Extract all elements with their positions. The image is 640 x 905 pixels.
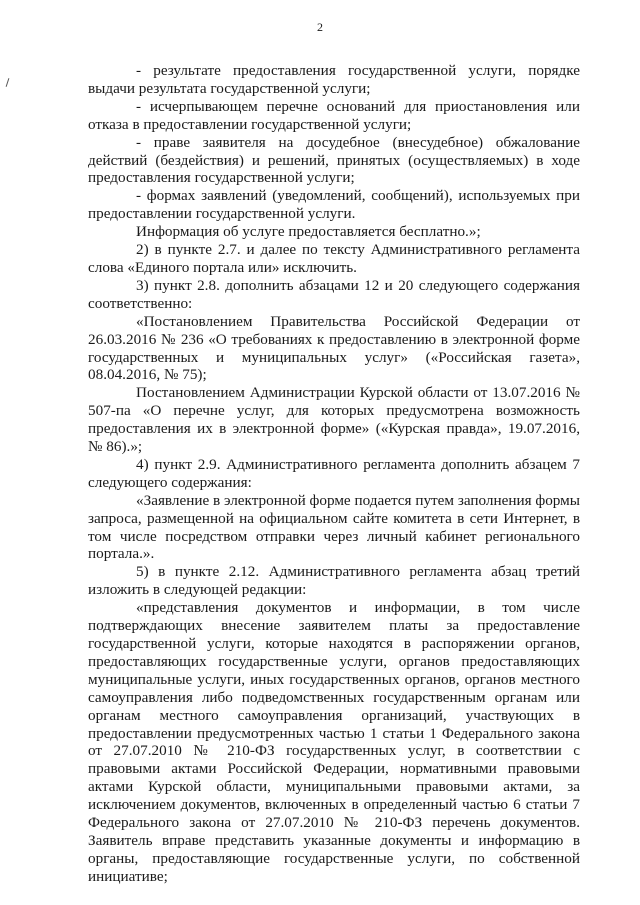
- paragraph-bullet-appeal: - праве заявителя на досудебное (внесудебное) обжалование действий (бездействия) и решений, принятых (осуществляемых) в ходе предоставления государственной услуги;: [88, 133, 580, 187]
- margin-mark: [6, 78, 10, 87]
- paragraph-documents-provision: «представления документов и информации, в том числе подтверждающих внесение заявителем платы за предоставление государственной услуги, которые находятся в распоряжении органов, предоставляющих государственные услуги, органов предоставляющих муниципальные услуги, иных государственных органов, органов местного самоуправления либо подведомственных государственным органам или органам местного самоуправления организаций, участвующих в предоставлении предусмотренных частью 1 статьи 1 Федерального закона от 27.07.2010 № 210-ФЗ государственных услуг, в соответствии с правовыми актами Российской Федерации, нормативными правовыми актами Курской области, муниципальными правовыми актами, за исключением документов, включенных в определенный частью 6 статьи 7 Федерального закона от 27.07.2010 № 210-ФЗ перечень документов. Заявитель вправе представить указанные документы и информацию в органы, предоставляющие государственные услуги, по собственной инициативе;: [88, 599, 580, 885]
- page-number: 2: [317, 20, 323, 34]
- paragraph-item-4: 4) пункт 2.9. Административного регламента дополнить абзацем 7 следующего содержания:: [88, 455, 580, 491]
- paragraph-bullet-forms: - формах заявлений (уведомлений, сообщений), используемых при предоставлении государственной услуги.: [88, 187, 580, 223]
- paragraph-bullet-result: - результате предоставления государственной услуги, порядке выдачи результата государственной услуги;: [88, 62, 580, 97]
- paragraph-government-decree: «Постановлением Правительства Российской Федерации от 26.03.2016 № 236 «О требованиях к предоставлению в электронной форме государственных и муниципальных услуг» («Российская газета», 08.04.2016, № 75);: [88, 312, 580, 384]
- paragraph-item-3: 3) пункт 2.8. дополнить абзацами 12 и 20 следующего содержания соответственно:: [88, 276, 580, 312]
- paragraph-free-info: Информация об услуге предоставляется бесплатно.»;: [136, 223, 481, 241]
- paragraph-item-5: 5) в пункте 2.12. Административного регламента абзац третий изложить в следующей редакции:: [88, 563, 580, 599]
- paragraph-electronic-application: «Заявление в электронной форме подается путем заполнения формы запроса, размещенной на официальном сайте комитета в сети Интернет, в том числе посредством отправки через личный кабинет регионального портала.».: [88, 491, 580, 563]
- paragraph-item-2: 2) в пункте 2.7. и далее по тексту Административного регламента слова «Единого портала или» исключить.: [88, 241, 580, 276]
- paragraph-bullet-grounds: - исчерпывающем перечне оснований для приостановления или отказа в предоставлении государственной услуги;: [88, 97, 580, 133]
- paragraph-regional-decree: Постановлением Администрации Курской области от 13.07.2016 № 507-па «О перечне услуг, для которых предусмотрена возможность предоставления их в электронной форме» («Курская правда», 19.07.2016, № 86).»;: [88, 384, 580, 456]
